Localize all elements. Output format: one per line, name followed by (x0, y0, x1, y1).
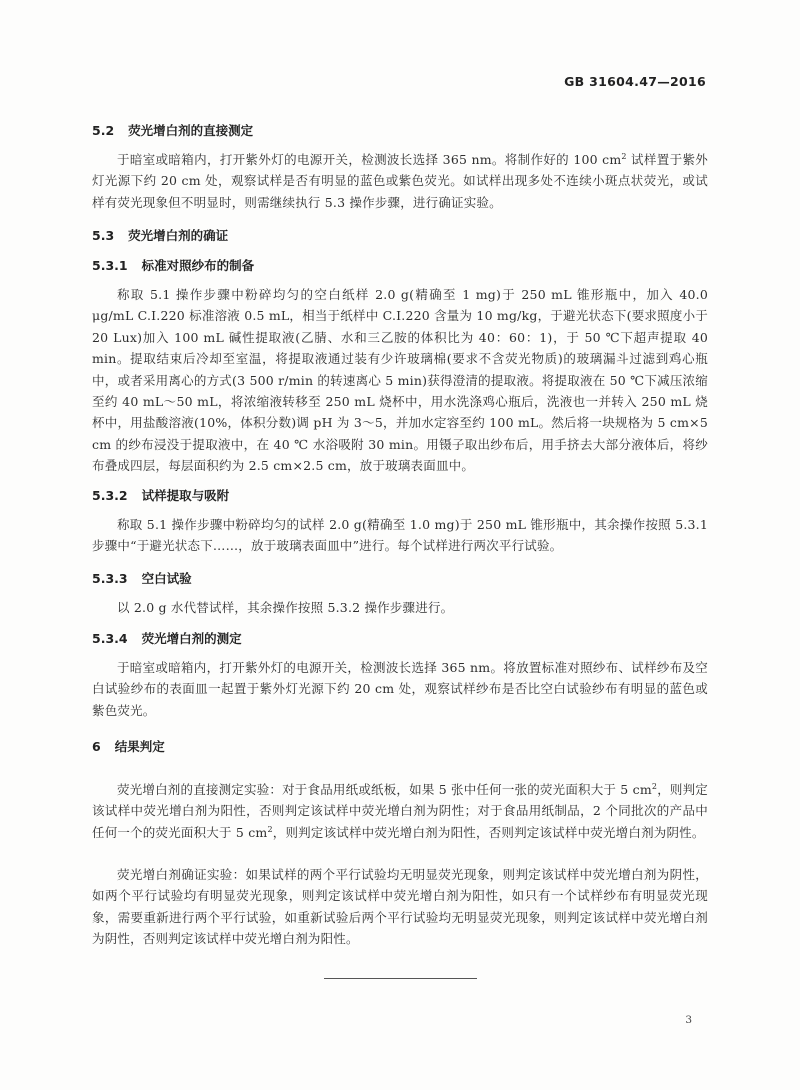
page-number: 3 (685, 1014, 692, 1026)
superscript: 2 (651, 781, 658, 791)
paragraph (92, 779, 708, 843)
section-number: 5.3 (92, 228, 115, 243)
paragraph: 称取 5.1 操作步骤中粉碎均匀的试样 2.0 g(精确至 1.0 mg)于 250 mL 锥形瓶中，其余操作按照 5.3.1步骤中“于避光状态下……，放于玻璃表面皿中”进行。每个试样进行两次平行试验。 (92, 517, 708, 554)
paragraph-text: 荧光增白剂的直接测定实验：对于食品用纸或纸板，如果 5 张中任何一张的荧光面积大于 5 cm (117, 782, 652, 797)
section-heading (92, 121, 253, 139)
section-title: 结果判定 (114, 739, 165, 754)
section-title: 标准对照纱布的制备 (141, 258, 255, 273)
section-heading (92, 629, 242, 647)
section-heading (92, 226, 228, 244)
paragraph-text: 试样置于紫外灯光源下约 20 cm 处，观察试样是否有明显的蓝色或紫色荧光。如试样出现多处不连续小斑点状荧光，或试样有荧光现象但不明显时，则需继续执行 5.3 操作步骤，进行确证实验。 (92, 152, 708, 210)
paragraph-text: ，则判定该试样中荧光增白剂为阳性，否则判定该试样中荧光增白剂为阴性。 (272, 824, 705, 840)
superscript: 2 (621, 151, 627, 161)
section-number: 5.3.2 (92, 488, 128, 503)
section-heading (92, 486, 229, 504)
section-title: 荧光增白剂的测定 (141, 631, 242, 646)
standard-number: GB 31604.47—2016 (564, 74, 706, 89)
section-heading (92, 569, 192, 587)
paragraph (92, 149, 708, 213)
section-title: 试样提取与吸附 (141, 488, 230, 503)
paragraph: 称取 5.1 操作步骤中粉碎均匀的空白纸样 2.0 g(精确至 1 mg)于 250 mL 锥形瓶中，加入 40.0 μg/mL C.I.220 标准溶液 0.5 mL，相当于纸样中 C.I.220 含量为 10 mg/kg，于避光状态下(要求照度小于 20 Lux)加入 100 mL 碱性提取液(乙腈、水和三乙胺的体积比为 40：60：1)，于 50 ℃下超声提取 40 min。提取结束后冷却至室温，将提取液通过装有少许玻璃棉(要求不含荧光物质)的玻璃漏斗过滤到鸡心瓶中，或者采用离心的方式(3 500 r/min 的转速离心 5 min)获得澄清的提取液。将提取液在 50 ℃下减压浓缩至约 40 mL～50 mL，将浓缩液转移至 250 mL 烧杯中，用水洗涤鸡心瓶后，洗液也一并转入 250 mL 烧杯中，用盐酸溶液(10%，体积分数)调 pH 为 3～5，并加水定容至约 100 mL。然后将一块规格为 5 cm×5 cm 的纱布浸没于提取液中，在 40 ℃ 水浴吸附 30 min。用镊子取出纱布后，用手挤去大部分液体后，将纱布叠成四层，每层面积约为 2.5 cm×2.5 cm，放于玻璃表面皿中。 (92, 287, 708, 474)
section-number: 5.2 (92, 123, 115, 138)
paragraph-text: ，则判定该试样中荧光增白剂为阳性，否则判定该试样中荧光增白剂为阴性；对于食品用纸制品，2 个同批次的产品中任何一个的荧光面积大于 5 cm (92, 782, 708, 840)
section-heading (92, 737, 165, 755)
footnote-divider (324, 978, 477, 979)
paragraph-text: 于暗室或暗箱内，打开紫外灯的电源开关，检测波长选择 365 nm。将制作好的 100 cm (117, 152, 622, 167)
paragraph: 于暗室或暗箱内，打开紫外灯的电源开关，检测波长选择 365 nm。将放置标准对照纱布、试样纱布及空白试验纱布的表面皿一起置于紫外灯光源下约 20 cm 处，观察试样纱布是否比空白试验纱布有明显的蓝色或紫色荧光。 (92, 660, 708, 718)
section-title: 空白试验 (141, 571, 192, 586)
superscript: 2 (267, 824, 273, 834)
section-number: 5.3.1 (92, 258, 128, 273)
section-number: 5.3.3 (92, 571, 128, 586)
section-title: 荧光增白剂的确证 (128, 228, 229, 243)
section-title: 荧光增白剂的直接测定 (128, 123, 254, 138)
section-heading (92, 256, 254, 274)
section-number: 5.3.4 (92, 631, 128, 646)
section-number: 6 (92, 739, 101, 754)
paragraph: 以 2.0 g 水代替试样，其余操作按照 5.3.2 操作步骤进行。 (117, 600, 454, 615)
paragraph: 荧光增白剂确证实验：如果试样的两个平行试验均无明显荧光现象，则判定该试样中荧光增白剂为阴性，如两个平行试验均有明显荧光现象，则判定该试样中荧光增白剂为阳性，如只有一个试样纱布有明显荧光现象，需要重新进行两个平行试验，如重新试验后两个平行试验均无明显荧光现象，则判定该试样中荧光增白剂为阴性，否则判定该试样中荧光增白剂为阳性。 (92, 867, 708, 947)
